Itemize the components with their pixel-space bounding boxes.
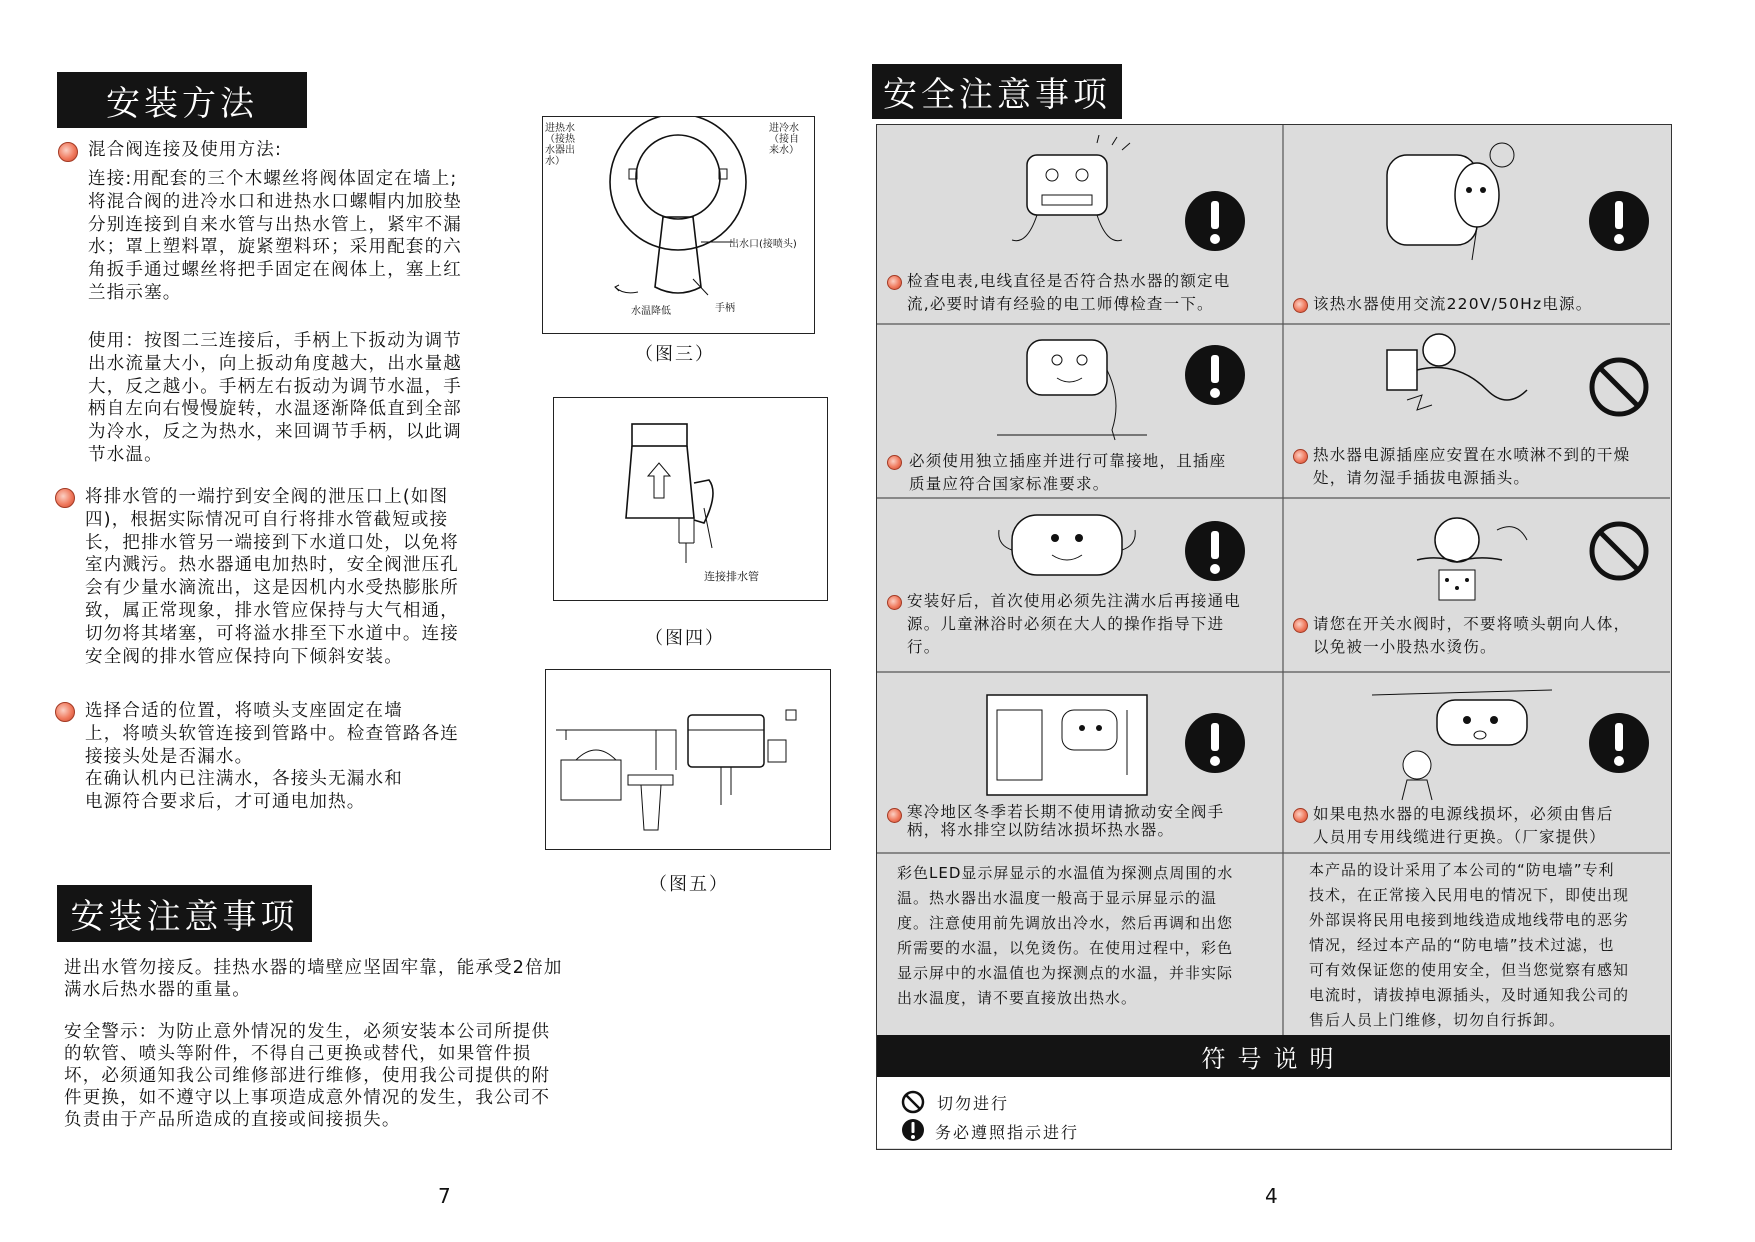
install-notes-title (57, 885, 312, 942)
label-outlet: 出水口(接喷头) (729, 239, 797, 250)
bullet-icon (55, 488, 75, 508)
safety-warning-text: 安全警示：为防止意外情况的发生，必须安装本公司所提供 的软管、喷头等附件，不得自己更换或替代，如果管件损 坏，必须通知我公司维修部进行维修，使用我公司提供的附 件更换，如不遵守以上事项造成意外情况的发生，我公司不 负责由于产品所造成的直接或间接损失。 (64, 1022, 551, 1130)
right-page-number: 4 (1265, 1184, 1278, 1208)
safety-cell-text: 必须使用独立插座并进行可靠接地，且插座 质量应符合国家标准要求。 (909, 452, 1227, 493)
prohibited-icon (1587, 355, 1651, 419)
wet-socket-illustration (1377, 320, 1547, 450)
bullet-icon (887, 595, 902, 610)
bullet-icon (887, 455, 902, 470)
legend-mandatory-label: 务必遵照指示进行 (935, 1123, 1080, 1142)
bullet-icon (887, 275, 902, 290)
label-drain: 连接排水管 (704, 570, 759, 583)
figure-4-drain-pipe (553, 397, 828, 601)
use-text: 使用：按图二三连接后，手柄上下扳动为调节 出水流量大小，向上扳动角度越大，出水量越 大，反之越小。手柄左右扳动为调节水温，手 柄自左向右慢慢旋转，水温逐渐降低直到全部 为冷水，反之为热水，来回调节手柄，以此调 节水温。 (88, 331, 462, 465)
install-method-title-text: 安装方法 (106, 83, 258, 124)
safety-valve-drawing (554, 398, 826, 598)
anti-electric-wall-note: 本产品的设计采用了本公司的“防电墙”专利 技术，在正常接入民用电的情况下，即使出现 外部误将民用电接到地线造成地线带电的恶劣 情况，经过本产品的“防电墙”技术过滤，也 可有效保证您的使用安全，但当您觉察有感知 电流时，请拔掉电源插头，及时通知我公司的 售后人员上门维修，切勿自行拆卸。 (1309, 861, 1630, 1029)
left-page-number: 7 (438, 1184, 451, 1208)
bullet-icon (55, 702, 75, 722)
label-handle: 手柄 (715, 303, 735, 314)
safety-cell-text: 检查电表,电线直径是否符合热水器的额定电 流,必要时请有经验的电工师傅检查一下。 (907, 272, 1231, 313)
prohibited-icon (1587, 519, 1651, 583)
label-temp-down: 水温降低 (631, 306, 671, 317)
mixing-valve-heading: 混合阀连接及使用方法: (88, 140, 283, 160)
mandatory-icon (1587, 711, 1651, 775)
bullet-icon (1293, 449, 1308, 464)
mandatory-icon (1183, 711, 1247, 775)
safety-grid (876, 124, 1672, 1150)
grounded-socket-illustration (997, 320, 1147, 450)
connect-text: 连接:用配套的三个木螺丝将阀体固定在墙上; 将混合阀的进冷水口和进热水口螺帽内加胶垫 分别连接到自来水管与出热水管上，紧牢不漏 水；罩上塑料罩，旋紧塑料环；采用配套的六 角扳手通过螺丝将把手固定在阀体上，塞上红 兰指示塞。 (88, 169, 462, 303)
label-hot-in: 进热水 （接热 水器出 水） (545, 123, 575, 167)
safety-cell-text: 寒冷地区冬季若长期不使用请掀动安全阀手 柄，将水排空以防结冰损坏热水器。 (907, 803, 1225, 839)
installation-scene-drawing (546, 670, 829, 848)
safety-cell-text: 热水器电源插座应安置在水喷淋不到的干燥 处，请勿湿手插拔电源插头。 (1313, 446, 1631, 487)
bullet-icon (1293, 618, 1308, 633)
install-notes-title-text: 安装注意事项 (70, 897, 299, 937)
position-text: 选择合适的位置，将喷头支座固定在墙 上，将喷头软管连接到管路中。检查管路各连 接接头处是否漏水。 在确认机内已注满水，各接头无漏水和 电源符合要求后，才可通电加热。 (85, 701, 459, 813)
symbols-legend-title: 符号说明 (1201, 1044, 1346, 1073)
drain-text: 将排水管的一端拧到安全阀的泄压口上(如图 四)，根据实际情况可自行将排水管截短或接 长，把排水管另一端接到下水道口处，以免将 室内溅污。热水器通电加热时，安全阀泄压孔 会有少量水滴流出，这是因机内水受热膨胀所 致，属正常现象，排水管应保持与大气相通， 切勿将其堵塞，可将溢水排至下水道中。连接 安全阀的排水管应保持向下倾斜安装。 (85, 487, 459, 667)
label-cold-in: 进冷水 （接自 来水） (769, 123, 799, 156)
install-notes-text: 进出水管勿接反。挂热水器的墙壁应坚固牢靠，能承受2倍加 满水后热水器的重量。 (64, 958, 563, 1000)
mandatory-icon (1183, 343, 1247, 407)
safety-cell-text: 如果电热水器的电源线损坏，必须由售后 人员用专用线缆进行更换。（厂家提供） (1313, 805, 1614, 846)
symbols-legend-bar (877, 1035, 1670, 1077)
safety-notes-title-text: 安全注意事项 (883, 75, 1111, 115)
shower-scald-illustration (1377, 500, 1547, 620)
mandatory-icon (901, 1118, 925, 1142)
bullet-icon (1293, 808, 1308, 823)
legend-prohibited-label: 切勿进行 (937, 1094, 1010, 1113)
figure-4-caption: （图四） (645, 628, 725, 649)
figure-5-installation (545, 669, 831, 850)
symbols-legend (877, 1077, 1670, 1148)
install-method-title (57, 72, 307, 128)
bullet-icon (887, 808, 902, 823)
bullet-icon (58, 142, 78, 162)
damaged-cord-illustration (1372, 680, 1552, 810)
safety-cell-text: 安装好后，首次使用必须先注满水后再接通电 源。儿童淋浴时必须在大人的操作指导下进 行。 (907, 592, 1242, 656)
safety-cell-text: 请您在开关水阀时，不要将喷头朝向人体， 以免被一小股热水烫伤。 (1313, 615, 1631, 656)
water-heater-plug-illustration (1377, 135, 1537, 265)
mandatory-icon (1587, 189, 1651, 253)
cold-region-illustration (977, 680, 1157, 805)
led-display-note: 彩色LED显示屏显示的水温值为探测点周围的水 温。热水器出水温度一般高于显示屏显示的温 度。注意使用前先调放出冷水，然后再调和出您 所需要的水温，以免烫伤。在使用过程中，彩色 显示屏中的水温值也为探测点的水温，并非实际 出水温度，请不要直接放出热水。 (897, 864, 1234, 1007)
bullet-icon (1293, 298, 1308, 313)
mandatory-icon (1183, 189, 1247, 253)
safety-cell-text: 该热水器使用交流220V/50Hz电源。 (1313, 295, 1593, 313)
electric-meter-illustration (997, 135, 1147, 255)
safety-notes-title (872, 64, 1122, 119)
figure-3-mixing-valve (542, 116, 815, 334)
prohibited-icon (901, 1090, 925, 1114)
figure-3-caption: （图三） (635, 344, 715, 365)
figure-5-caption: （图五） (649, 874, 729, 895)
mandatory-icon (1183, 519, 1247, 583)
